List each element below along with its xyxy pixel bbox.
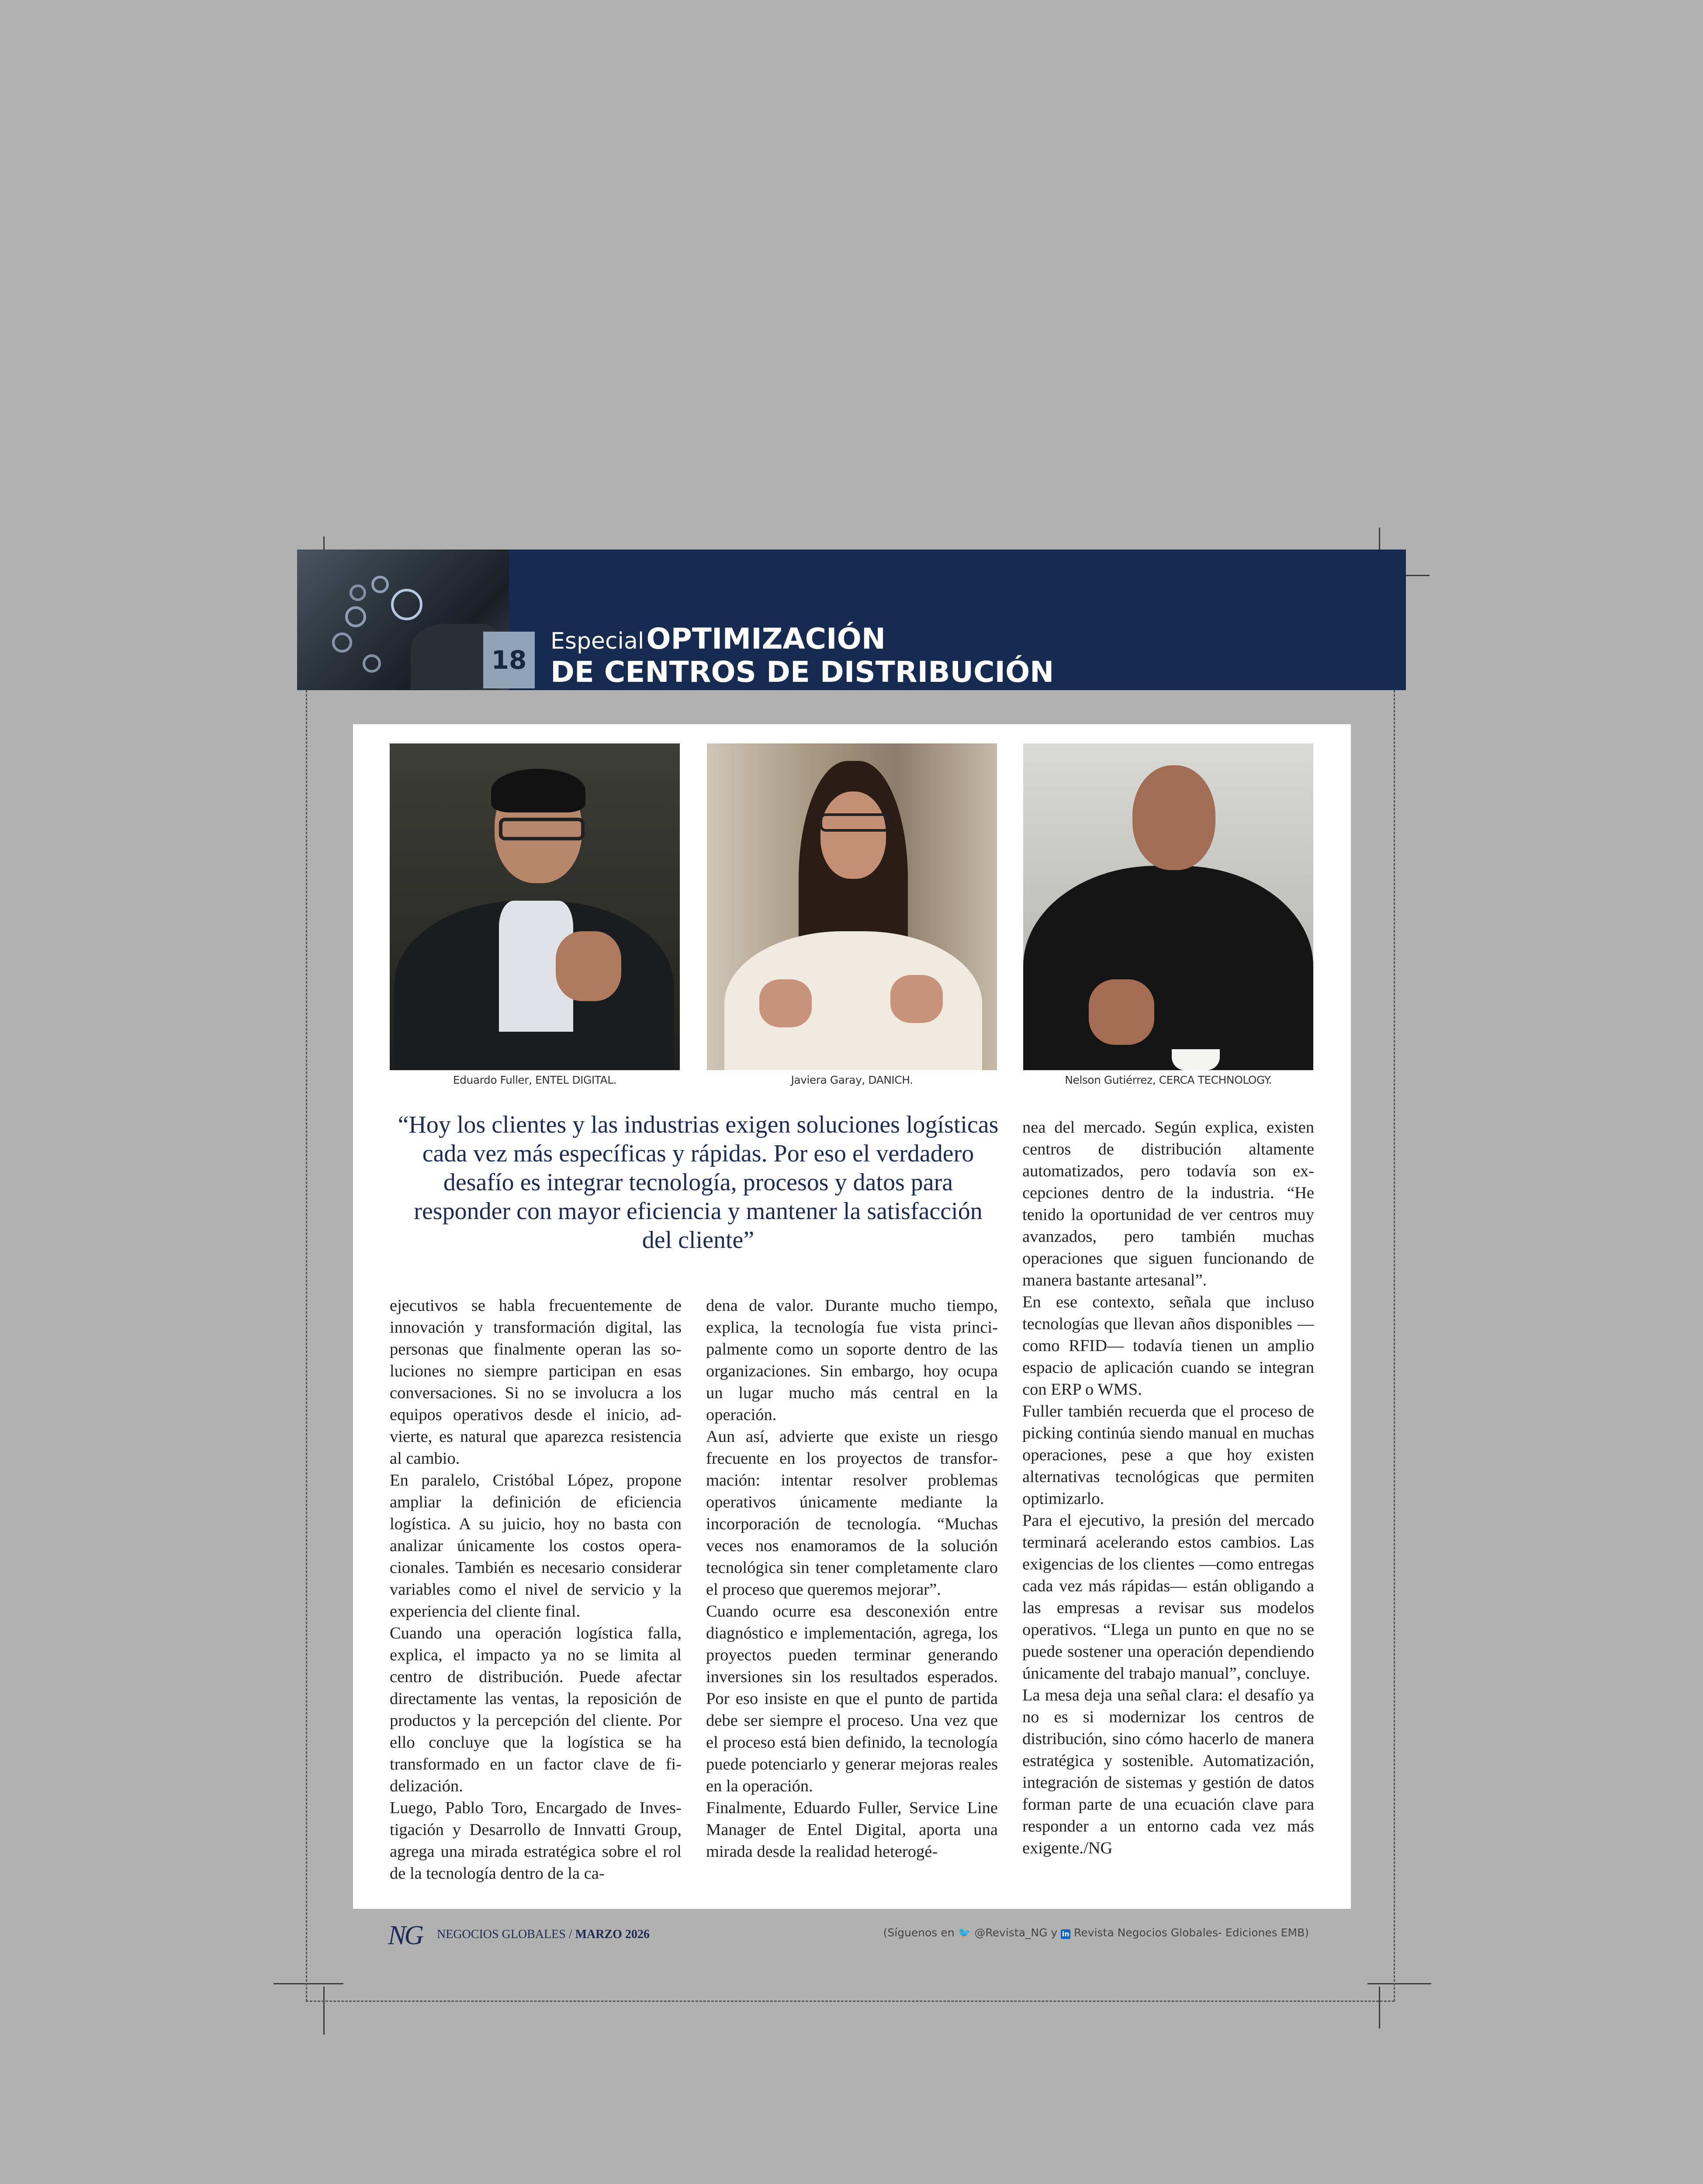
bleed-line (306, 690, 307, 2001)
trim-mark (1379, 1987, 1380, 2028)
network-icon (363, 654, 381, 673)
paragraph: nea del mercado. Según explica, existen centros de distribución altamente automatizados, pero todavía son excepciones dentro de la industria. “He tenido la oportunidad de ver centros muy avanzados, pero también muchas operaciones que siguen funcionando de manera bastante artesanal”. (1022, 1118, 1314, 1289)
photo-caption: Eduardo Fuller, ENTEL DIGITAL. (453, 1074, 617, 1086)
paragraph: La mesa deja una señal clara: el desafío ya no es si modernizar los centros de distribución, sino cómo hacerlo de manera estratégica y sostenible. Automatización, integración de sistemas y gestión de datos forman parte de una ecuación clave para responder a un entorno cada vez más exigente./NG (1022, 1686, 1314, 1857)
bleed-line (306, 2001, 1395, 2002)
trim-mark (273, 1983, 343, 1984)
trim-mark (323, 1987, 325, 2035)
network-icon (391, 589, 422, 620)
paragraph: dena de valor. Durante mucho tiempo, explica, la tecnología fue vista principalmente como un soporte dentro de las organizaciones. Sin embargo, hoy ocupa un lugar mucho más central en la operación. (706, 1296, 998, 1424)
paragraph: Aun así, advierte que existe un riesgo frecuente en los proyectos de transformación: intentar resolver problemas operativos únicamente mediante la incorporación de tecnología. “Muchas veces nos enamoramos de la solución tecnológica sin tener completamente claro el proceso que queremos mejorar”. (706, 1427, 998, 1599)
paragraph: Cuando ocurre esa desconexión entre diagnóstico e implementación, agrega, los proyectos pueden terminar generando inversiones sin los resultados esperados. Por eso insiste en que el punto de partida debe ser siempre el proceso. Una vez que el proceso está bien definido, la tecnología puede potenciarlo y generar mejoras reales en la operación. (706, 1602, 998, 1795)
network-icon (350, 584, 366, 601)
linkedin-icon: in (1061, 1929, 1070, 1939)
linkedin-handle[interactable]: Revista Negocios Globales- Ediciones EMB) (1074, 1926, 1309, 1939)
paragraph: Luego, Pablo Toro, Encargado de Investigación y Desarrollo de Innvatti Group, agrega una mirada estratégica sobre el rol de la tecnología dentro de la ca- (390, 1799, 682, 1883)
twitter-icon: 🐦 (958, 1927, 971, 1939)
trim-mark (1367, 1983, 1431, 1984)
photo-caption: Javiera Garay, DANICH. (791, 1074, 913, 1086)
issue-date: MARZO 2026 (575, 1928, 650, 1941)
paragraph: Finalmente, Eduardo Fuller, Service Line Manager de Entel Digital, aporta una mirada desde la realidad heterogé- (706, 1799, 998, 1861)
article-column-1 (390, 1295, 682, 1884)
paragraph: En paralelo, Cristóbal López, propone ampliar la definición de eficiencia logística. A su juicio, hoy no basta con analizar únicamente los costos operacionales. También es necesario considerar variables como el nivel de servicio y la experiencia del cliente final. (390, 1471, 682, 1621)
section-kicker: Especial (550, 628, 644, 654)
social-links (883, 1926, 1309, 1939)
paragraph: Fuller también recuerda que el proceso de picking continúa siendo manual en muchas operaciones, pese a que hoy existen alternativas tecnológicas que permiten optimizarlo. (1022, 1402, 1314, 1508)
section-title-line2: DE CENTROS DE DISTRIBUCIÓN (550, 655, 1054, 689)
page-number: 18 (483, 632, 535, 688)
header-photo (297, 549, 509, 690)
pull-quote: “Hoy los clientes y las industrias exigen soluciones logísticas cada vez más específicas y rápidas. Por eso el verdadero desafío es integrar tecnología, procesos y datos para responder con mayor eficiencia y mantener la satisfacción del cliente” (398, 1111, 999, 1254)
coffee-cup (1172, 1049, 1220, 1070)
publication-logo: NG (388, 1921, 422, 1950)
network-icon (371, 576, 389, 593)
article-column-3 (1022, 1116, 1314, 1859)
section-title-line1: OPTIMIZACIÓN (646, 622, 886, 656)
article-column-2 (706, 1295, 998, 1863)
twitter-handle[interactable]: @Revista_NG y (974, 1926, 1058, 1939)
paragraph: Cuando una operación logística falla, explica, el impacto ya no se limita al centro de distribución. Puede afectar directamente las ventas, la reposición de productos y la percepción del cliente. Por ello concluye que la logística se ha transformado en un factor clave de fidelización. (390, 1624, 682, 1795)
portrait-photo-garay (707, 743, 997, 1070)
portrait-photo-fuller (390, 743, 680, 1070)
portrait-photo-gutierrez (1023, 743, 1313, 1070)
publication-title: NEGOCIOS GLOBALES / (437, 1928, 572, 1941)
section-header (297, 549, 1406, 690)
section-title (550, 622, 1054, 689)
paragraph: En ese contexto, señala que incluso tecnologías que llevan años disponibles —como RFID— todavía tienen un amplio espacio de aplicación cuando se integran con ERP o WMS. (1022, 1293, 1314, 1399)
network-icon (332, 632, 352, 653)
paragraph: ejecutivos se habla frecuentemente de innovación y transformación digital, las personas que finalmente operan las soluciones no siempre participan en esas conversaciones. Si no se involucra a los equipos operativos desde el inicio, advierte, es natural que aparezca resistencia al cambio. (390, 1296, 682, 1468)
social-prefix: (Síguenos en (883, 1926, 955, 1939)
paragraph: Para el ejecutivo, la presión del mercado terminará acelerando estos cambios. Las exigencias de los clientes —como entregas cada vez más rápidas— están obligando a las empresas a revisar sus modelos operativos. “Llega un punto en que no se puede sostener una operación dependiendo únicamente del trabajo manual”, concluye. (1022, 1511, 1314, 1683)
bleed-line (1394, 690, 1395, 2001)
publication-name (437, 1928, 650, 1942)
article-panel (353, 724, 1351, 1909)
network-icon (345, 606, 366, 627)
photo-caption: Nelson Gutiérrez, CERCA TECHNOLOGY. (1065, 1074, 1272, 1086)
